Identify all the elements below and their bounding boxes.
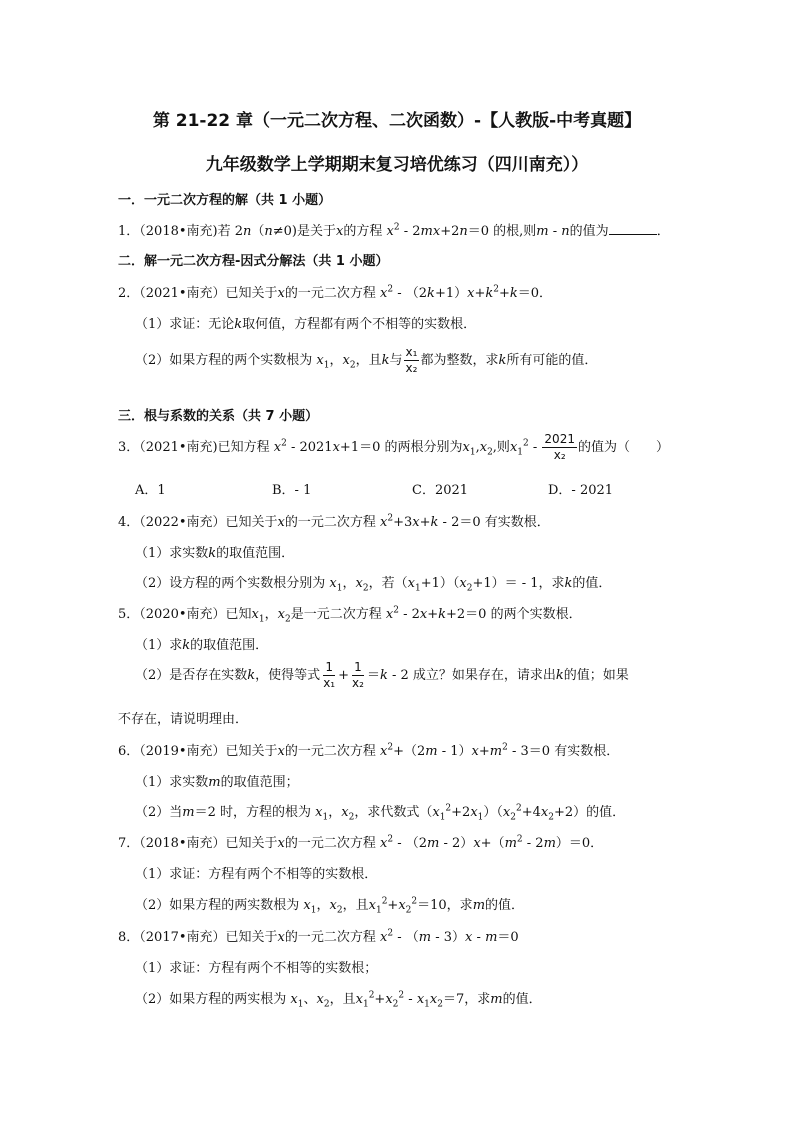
question-5-part-2: （2）是否存在实数k，使得等式 $\frac{1}{\text{x₁}}$ + $\frac{1}{\text{x₂}}$ ＝k - 2 成立？如果存在，请求出k的值；如果 (135, 660, 629, 690)
fraction-x1-over-x2: $\frac{\text{x₁}}{\text{x₂}}$ (405, 345, 418, 375)
question-7-part-2: （2）如果方程的两实数根为 $x_1$，$x_2$，且$x_1^2+x_2^2=10$，求m的值． (135, 896, 525, 916)
question-4: 4．（2022•南充）已知关于x的一元二次方程 $x^2+3x+k - 2=0$ 有实数根． (118, 513, 550, 530)
document-subtitle: 九年级数学上学期期末复习培优练习（四川南充）） (205, 155, 589, 175)
question-1: 1．（2018•南充)若 2n（n≠0)是关于x的方程 $x^2 - 2mx+2n=0$ 的根,则m - n的值为 ． (118, 222, 670, 239)
question-8: 8．（2017•南充）已知关于x的一元二次方程 $x^2 - (m - 3)x - m=0$ (118, 928, 519, 945)
option-b: B．- 1 (272, 483, 312, 498)
question-5-part-1: （1）求k的取值范围． (135, 638, 269, 653)
question-4-part-1: （1）求实数k的取值范围． (135, 546, 295, 561)
section-heading-1: 一．一元二次方程的解（共 1 小题） (118, 193, 332, 208)
question-6-part-2: （2）当m＝2 时，方程的根为 $x_1$，$x_2$，求代数式$(x_1^2+2x_1)(x_2^2+4x_2+2)$的值． (135, 803, 626, 823)
option-a: A．1 (135, 483, 166, 498)
question-4-part-2: （2）设方程的两个实数根分别为 $x_1$，$x_2$，若$(x_1+1)(x_2+1)= - 1$，求k的值． (135, 576, 612, 594)
document-title: 第 21-22 章（一元二次方程、二次函数）-【人教版-中考真题】 (152, 111, 642, 131)
option-c: C．2021 (412, 483, 469, 498)
section-heading-3: 三．根与系数的关系（共 7 小题） (118, 409, 319, 424)
question-5: 5．（2020•南充）已知$x_1$，$x_2$是一元二次方程 $x^2 - 2x+k+2=0$ 的两个实数根． (118, 605, 582, 625)
fraction-1-over-x1: $\frac{1}{\text{x₁}}$ (323, 660, 336, 690)
question-5-part-2-continued: 不存在，请说明理由． (118, 712, 249, 727)
answer-blank (609, 222, 657, 235)
question-2-part-1: （1）求证：无论k取何值，方程都有两个不相等的实数根． (135, 317, 477, 332)
question-7-part-1: （1）求证：方程有两个不相等的实数根． (135, 867, 378, 882)
section-heading-2: 二．解一元二次方程-因式分解法（共 1 小题） (118, 254, 389, 269)
fraction-2021-over-x2: $\frac{2021}{\text{x₂}}$ (544, 432, 575, 462)
fraction-1-over-x2: $\frac{1}{\text{x₂}}$ (352, 660, 364, 690)
question-6-part-1: （1）求实数m的取值范围； (135, 775, 299, 790)
option-d: D．- 2021 (548, 483, 614, 498)
question-8-part-2: （2）如果方程的两实根为 $x_1$、$x_2$，且$x_1^2+x_2^2 - x_1x_2=7$，求m的值． (135, 990, 542, 1010)
question-6: 6．（2019•南充）已知关于x的一元二次方程 $x^2+(2m - 1)x+m^2 - 3=0$ 有实数根． (118, 742, 620, 759)
question-7: 7．（2018•南充）已知关于x的一元二次方程 $x^2 - (2m - 2)x+(m^2 - 2m)=0$． (118, 834, 604, 851)
question-2-part-2: （2）如果方程的两个实数根为 $x_1$，$x_2$，且k与 $\frac{\text{x₁}}{\text{x₂}}$ 都为整数，求k所有可能的值． (135, 345, 598, 375)
question-8-part-1: （1）求证：方程有两个不相等的实数根； (135, 961, 378, 976)
question-2: 2．（2021•南充）已知关于x的一元二次方程 $x^2 - (2k+1)x+k^2+k=0$． (118, 284, 553, 301)
question-3: 3．（2021•南充)已知方程 $x^2 - 2021x+1=0$ 的两根分别为$x_1,x_2$,则$x_1^2$ - $\frac{2021}{\text{x₂}}$ 的值为（ ） (118, 432, 669, 462)
